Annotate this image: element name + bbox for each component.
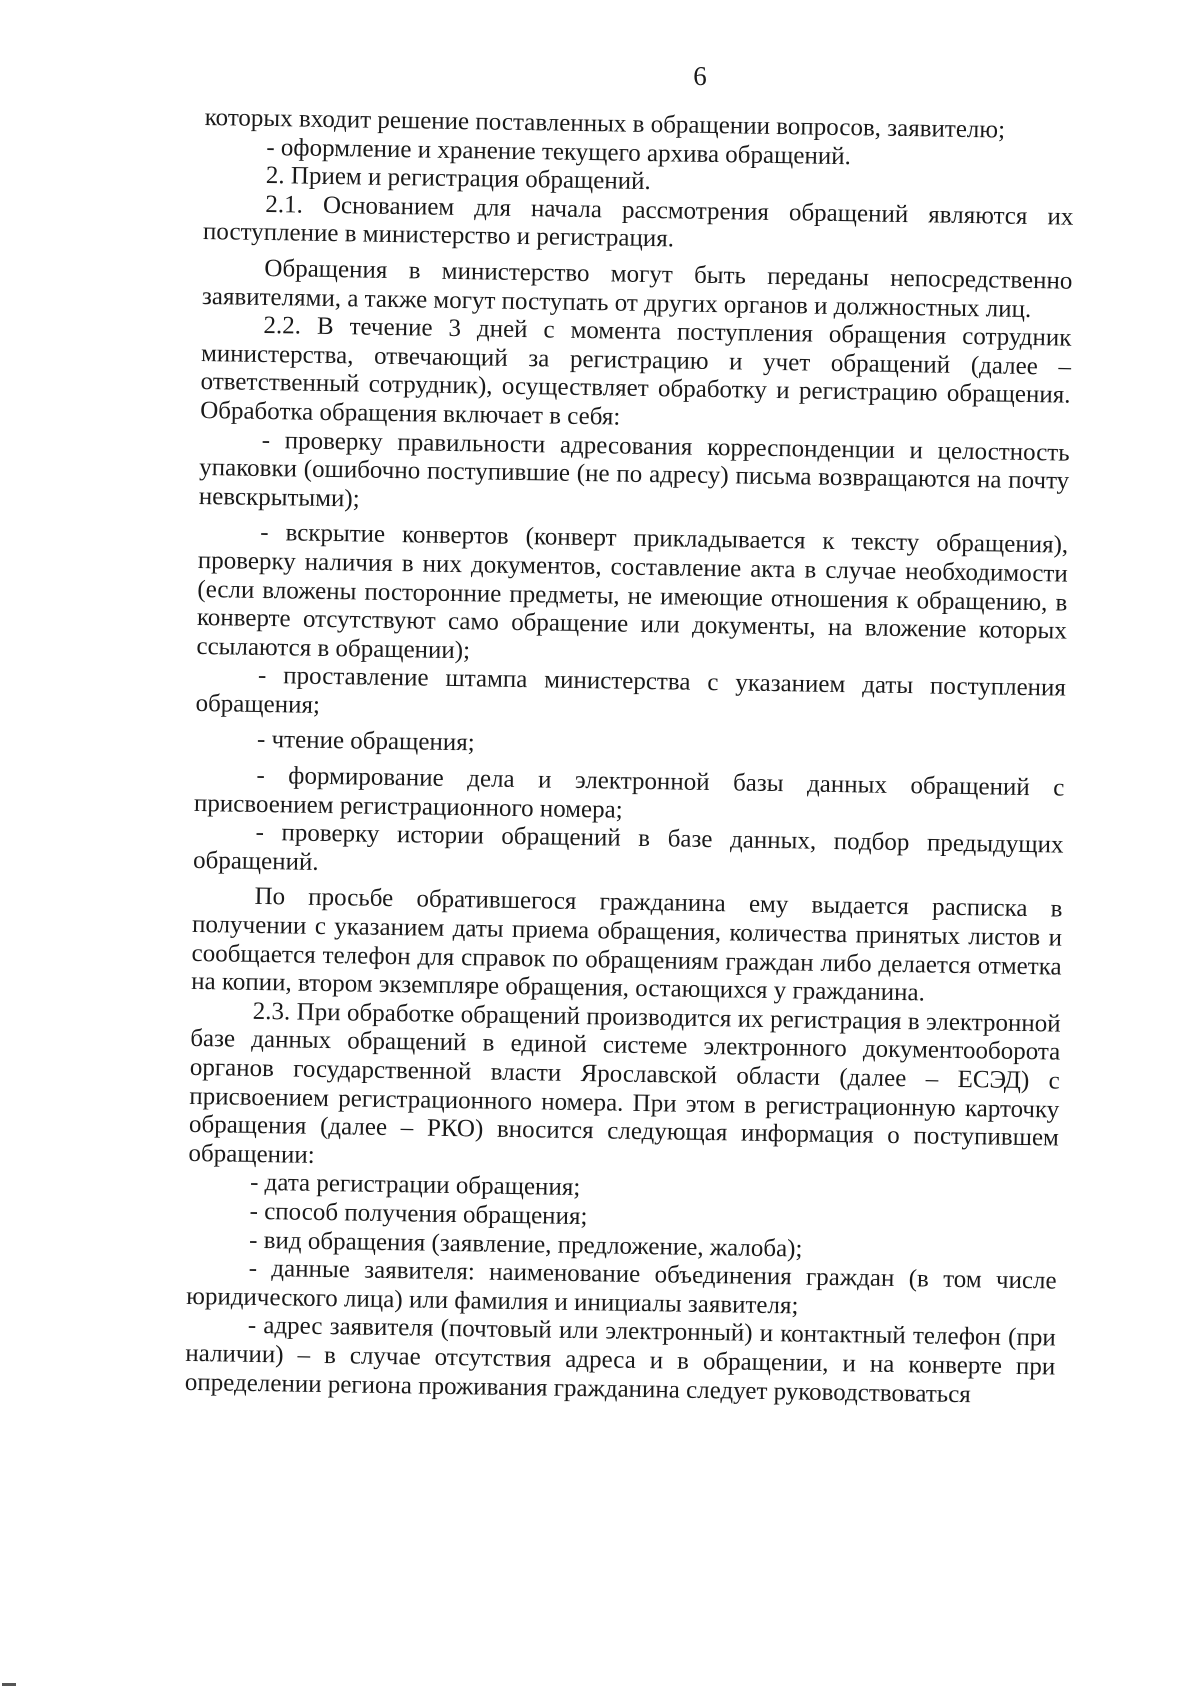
page-number: 6 [693,61,707,91]
paragraph-2-3: 2.3. При обработке обращений производится их регистрация в электронной базе данных обращений в единой системе электронного документооборота органов государственной власти Ярославской области (далее – ЕСЭД) с присвоением регистрационного номера. При этом в регистрационную карточку обращения (далее – РКО) вносится следующая информация о поступившем обращении: [188,997,1061,1169]
paragraph-receipt: По просьбе обратившегося гражданина ему выдается расписка в получении с указанием даты приема обращения, количества принятых листов и сообщается телефон для справок по обращениям граждан либо делается отметка на копии, втором экземпляре обращения, остающихся у гражданина. [191,883,1063,1007]
scan-edge-mark [2,1683,16,1686]
list-item-history-check: - проверку истории обращений в базе данных, подбор предыдущих обращений. [192,819,1064,876]
list-item-reading: - чтение обращения; [256,726,475,757]
paragraph-sources: Обращения в министерство могут быть переданы непосредственно заявителями, а также могут поступать от других органов и должностных лиц. [201,254,1073,323]
list-item-applicant-data: - данные заявителя: наименование объединения граждан (в том числе юридического лица) или фамилия и инициалы заявителя; [186,1254,1057,1320]
section-heading-2: 2. Прием и регистрация обращений. [265,162,651,196]
paragraph-2-2: 2.2. В течение 3 дней с момента поступления обращения сотрудник министерства, отвечающий за регистрацию и учет обращений (далее – ответственный сотрудник), осуществляет обработку и регистрацию обращения. Обработка обращения включает в себя: [199,312,1072,431]
list-item-applicant-address: - адрес заявителя (почтовый или электронный) и контактный телефон (при наличии) – в случае отсутствия адреса и в обращении, и на конверте при определении региона проживания гражданина следует руководствоваться [184,1312,1056,1408]
paragraph-1: которых входит решение поставленных в обращении вопросов, заявителю; [204,104,1006,144]
list-item-registration-date: - дата регистрации обращения; [249,1169,581,1202]
list-item-appeal-type: - вид обращения (заявление, предложение, жалоба); [248,1226,803,1263]
paragraph-2-1: 2.1. Основанием для начала рассмотрения обращений являются их поступление в министерство и регистрация. [202,190,1074,253]
list-item-case-forming: - формирование дела и электронной базы данных обращений с присвоением регистрационного номера; [193,761,1065,824]
list-item-receipt-method: - способ получения обращения; [249,1197,588,1231]
list-item-address-check: - проверку правильности адресования корреспонденции и целостность упаковки (ошибочно поступившие (не по адресу) письма возвращаются на почту невскрытыми); [198,426,1070,513]
paragraph-2: - оформление и хранение текущего архива обращений. [266,133,852,170]
list-item-envelope-opening: - вскрытие конвертов (конверт прикладывается к тексту обращения), проверку наличия в них документов, составление акта в случае необходимости (если вложены посторонние предметы, не имеющие отношения к обращению, в конверте отсутствуют само обращение или документы, на вложение которых ссылаются в обращении); [196,519,1069,664]
document-body [185,104,1075,1411]
list-item-stamp: - проставление штампа министерства с указанием даты поступления обращения; [195,662,1067,719]
